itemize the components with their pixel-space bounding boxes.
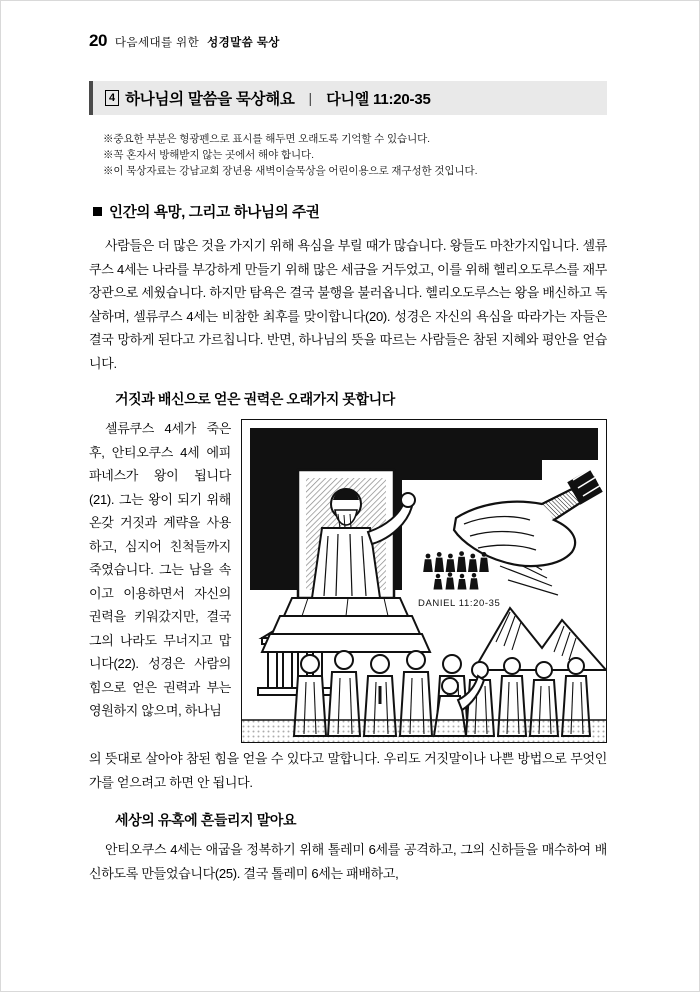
subsection-1-column-text: 셀류쿠스 4세가 죽은 후, 안티오쿠스 4세 에피파네스가 왕이 됩니다(21). 그는 왕이 되기 위해 온갖 거짓과 계략을 사용하고, 심지어 친척들까지 죽였습니다. 그는 남을 속이고 이용하면서 자신의 권력을 키워갔지만, 결국 그의 나라도 무너지고 맙니다(22). 성경은 사람의 힘으로 얻은 권력과 부는 영원하지 않으며, 하나님 [89,421,231,718]
running-head [89,31,607,51]
square-bullet-icon [93,207,102,216]
section-heading-label: 인간의 욕망, 그리고 하나님의 주권 [109,205,320,221]
bible-scene-engraving-icon [242,420,606,742]
note-item: ※이 묵상자료는 강남교회 장년용 새벽이슬묵상을 어린이용으로 재구성한 것입니다. [103,165,478,177]
text-figure-wrap [89,417,607,794]
subsection-1-after-text: 의 뜻대로 살아야 참된 힘을 얻을 수 있다고 말합니다. 우리도 거짓말이나 나쁜 방법으로 무엇인가를 얻으려고 하면 안 됩니다. [89,751,607,790]
page-content [89,31,607,891]
subsection-2-paragraph: 안티오쿠스 4세는 애굽을 정복하기 위해 톨레미 6세를 공격하고, 그의 신하들을 매수하여 배신하도록 만들었습니다(25). 결국 톨레미 6세는 패배하고, [89,842,607,881]
running-head-light: 다음세대를 위한 [114,37,200,49]
page-number: 20 [89,31,107,50]
note-item: ※중요한 부분은 형광펜으로 표시를 해두면 오래도록 기억할 수 있습니다. [103,133,431,145]
title-separator: | [308,90,313,106]
illustration-figure [241,419,607,743]
note-item: ※꼭 혼자서 방해받지 않는 곳에서 해야 합니다. [103,149,314,161]
illustration-caption: DANIEL 11:20-35 [418,598,501,609]
subsection-2-heading: 세상의 유혹에 흔들리지 말아요 [115,812,297,828]
section-heading [93,201,607,222]
notes-list [103,131,607,179]
section-paragraph: 사람들은 더 많은 것을 가지기 위해 욕심을 부릴 때가 많습니다. 왕들도 마찬가지입니다. 셀류쿠스 4세는 나라를 부강하게 만들기 위해 많은 세금을 거두었고, 이를 위해 헬리오도루스를 재무장관으로 세웠습니다. 하지만 탐욕은 결국 불행을 불러옵니다. 헬리오도루스는 왕을 배신하고 독살하며, 셀류쿠스 4세는 비참한 최후를 맞이합니다(20). 성경은 자신의 욕심을 따라가는 자들은 결국 망하게 된다고 가르칩니다. 반면, 하나님의 뜻을 따르는 사람들은 참된 지혜와 평안을 얻습니다. [89,238,607,371]
scripture-reference: 다니엘 11:20-35 [326,90,431,108]
lesson-number-badge: 4 [105,90,119,106]
running-head-bold: 성경말씀 묵상 [207,37,280,49]
lesson-title-bar [89,81,607,115]
subsection-1-heading: 거짓과 배신으로 얻은 권력은 오래가지 못합니다 [115,391,395,407]
lesson-title: 하나님의 말씀을 묵상해요 [125,91,295,108]
